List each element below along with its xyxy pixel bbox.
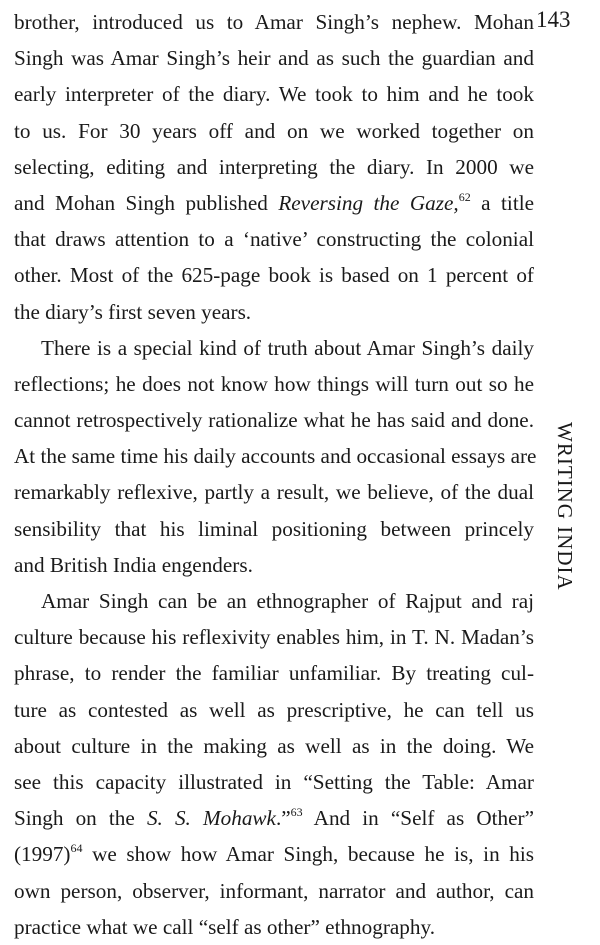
footnote-ref: 64: [70, 841, 83, 856]
line-text: .”: [275, 806, 291, 831]
text-line: other. Most of the 625-page book is based on 1 percent of: [14, 263, 534, 288]
text-line: At the same time his daily accounts and occasional essays are: [14, 444, 537, 469]
line-text: Singh on the: [14, 806, 147, 831]
ship-name: S. S. Mohawk: [146, 806, 276, 831]
line-text: a title: [481, 190, 534, 215]
text-line: practice what we call “self as other” ethnography.: [14, 914, 435, 939]
text-line: to us. For 30 years off and on we worked together on: [14, 118, 534, 143]
text-line: that draws attention to a ‘native’ constructing the colonial: [14, 227, 534, 252]
text-line: own person, observer, informant, narrator and author, can: [14, 878, 534, 903]
text-line: remarkably reflexive, partly a result, we believe, of the dual: [14, 480, 534, 505]
text-line: and British India engenders.: [14, 552, 253, 577]
text-line: sensibility that his liminal positioning between princely: [14, 516, 534, 541]
footnote-ref: 63: [290, 805, 303, 820]
text-line: ture as contested as well as prescriptive, he can tell us: [14, 697, 534, 722]
page-number: 143: [536, 7, 571, 32]
text-line: reflections; he does not know how things will turn out so he: [14, 371, 534, 396]
body-text: [14, 4, 537, 945]
text-line: culture because his reflexivity enables him, in T. N. Madan’s: [14, 625, 534, 650]
text-line: cannot retrospectively rationalize what he has said and done.: [14, 408, 534, 433]
line-text: (1997): [14, 842, 71, 867]
paragraph: [14, 330, 537, 583]
text-line: [14, 800, 534, 836]
line-text: And in “Self as Other”: [313, 806, 534, 831]
line-text: we show how Amar Singh, because he is, in his: [92, 842, 534, 867]
paragraph: [14, 583, 534, 945]
text-line: [14, 836, 534, 872]
paragraph: [14, 4, 534, 330]
text-line: about culture in the making as well as in the doing. We: [14, 733, 534, 758]
text-line: phrase, to render the familiar unfamiliar. By treating cul-: [14, 661, 534, 686]
text-line: Amar Singh can be an ethnographer of Rajput and raj: [41, 589, 534, 613]
footnote-ref: 62: [458, 189, 471, 204]
running-head: WRITING INDIA: [553, 422, 577, 591]
text-line: see this capacity illustrated in “Setting the Table: Amar: [14, 769, 534, 794]
text-line: [14, 185, 534, 221]
line-text: and Mohan Singh published: [14, 190, 279, 215]
text-line: Singh was Amar Singh’s heir and as such the guardian and: [14, 46, 534, 71]
text-line: the diary’s first seven years.: [14, 299, 252, 324]
text-line: early interpreter of the diary. We took to him and he took: [14, 82, 534, 107]
text-line: selecting, editing and interpreting the diary. In 2000 we: [14, 154, 534, 179]
text-line: brother, introduced us to Amar Singh’s nephew. Mohan: [14, 10, 534, 34]
text-line: There is a special kind of truth about Amar Singh’s daily: [41, 335, 534, 360]
book-title: Reversing the Gaze,: [278, 190, 459, 215]
